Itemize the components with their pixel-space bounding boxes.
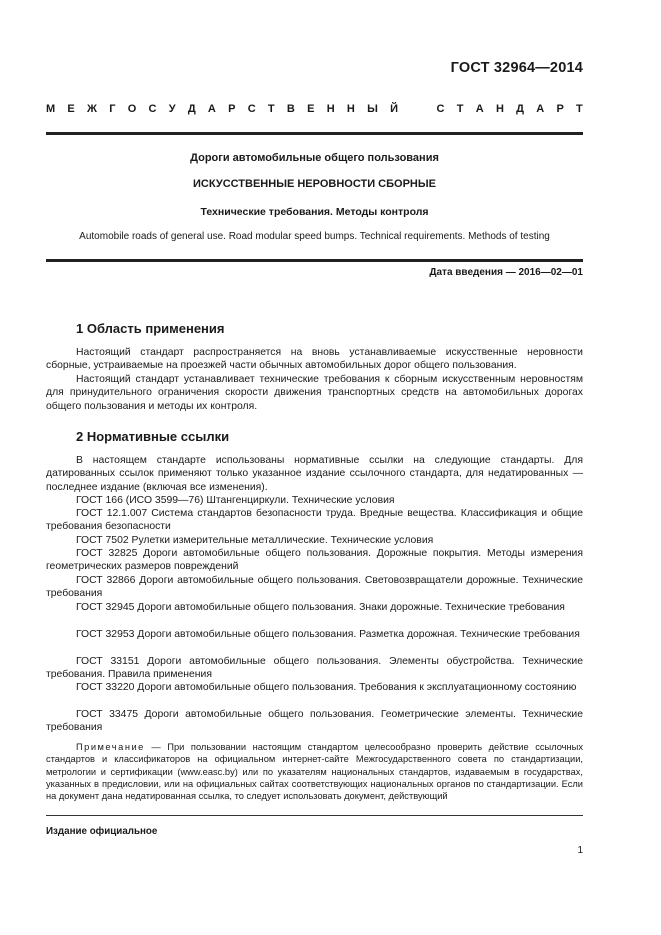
- title-line-1: Дороги автомобильные общего пользования: [190, 152, 439, 164]
- banner-letter: Й: [390, 103, 399, 115]
- footer-divider: [46, 815, 583, 816]
- reference-item: ГОСТ 32953 Дороги автомобильные общего пользования. Разметка дорожная. Технические требования: [76, 629, 580, 640]
- reference-item: ГОСТ 32945 Дороги автомобильные общего пользования. Знаки дорожные. Технические требования: [76, 602, 565, 613]
- banner-letter: Н: [346, 103, 355, 115]
- banner-letter: А: [536, 103, 545, 115]
- note-label: Примечание: [76, 742, 145, 752]
- section-1-paragraph-2: Настоящий стандарт устанавливает технические требования к сборным искусственным неровностям для принудительного ограничения скорости движения транспортных средств на автомобильных дорогах общего пользования и методы их контроля.: [46, 374, 583, 412]
- title-divider: [46, 259, 583, 262]
- reference-item: ГОСТ 33475 Дороги автомобильные общего пользования. Геометрические элементы. Технические требования: [46, 709, 583, 734]
- banner-letter: Д: [187, 103, 196, 115]
- banner-letter: О: [127, 103, 137, 115]
- banner-letter: Е: [307, 103, 315, 115]
- banner-letter: Д: [516, 103, 524, 115]
- intro-date: Дата введения — 2016—02—01: [429, 267, 583, 278]
- banner-letter: А: [207, 103, 216, 115]
- banner-letter: С: [247, 103, 256, 115]
- banner-letter: У: [168, 103, 176, 115]
- reference-item: ГОСТ 32825 Дороги автомобильные общего пользования. Дорожные покрытия. Методы измерения геометрических размеров повреждений: [46, 548, 583, 573]
- section-1-heading: 1 Область применения: [76, 321, 225, 336]
- top-divider: [46, 132, 583, 135]
- gost-number: ГОСТ 32964—2014: [450, 60, 583, 76]
- reference-item: ГОСТ 166 (ИСО 3599—76) Штангенциркули. Технические условия: [76, 495, 395, 506]
- note-paragraph: [46, 741, 583, 802]
- banner-letter: Ы: [367, 103, 378, 115]
- banner-letter: Н: [326, 103, 335, 115]
- banner-letter: М: [46, 103, 56, 115]
- banner-letter: Р: [228, 103, 236, 115]
- section-2-intro: В настоящем стандарте использованы нормативные ссылки на следующие стандарты. Для датированных ссылок применяют только указанное издание ссылочного стандарта, для недатированных — последнее издание (включая все изменения).: [46, 455, 583, 493]
- section-2-heading: 2 Нормативные ссылки: [76, 429, 230, 444]
- official-edition-label: Издание официальное: [46, 826, 158, 837]
- reference-item: ГОСТ 33220 Дороги автомобильные общего пользования. Требования к эксплуатационному состоянию: [76, 682, 577, 693]
- banner-letter: Т: [456, 103, 464, 115]
- banner-letter: Ж: [87, 103, 97, 115]
- banner-letter: Р: [556, 103, 564, 115]
- english-title: Automobile roads of general use. Road modular speed bumps. Technical requirements. Methods of testing: [79, 231, 550, 242]
- reference-item: ГОСТ 12.1.007 Система стандартов безопасности труда. Вредные вещества. Классификация и общие требования безопасности: [46, 508, 583, 533]
- page-number: 1: [577, 845, 583, 856]
- reference-item: ГОСТ 33151 Дороги автомобильные общего пользования. Элементы обустройства. Технические требования. Правила применения: [46, 656, 583, 681]
- reference-item: ГОСТ 7502 Рулетки измерительные металлические. Технические условия: [76, 535, 434, 546]
- banner-letter: А: [475, 103, 484, 115]
- title-line-3: Технические требования. Методы контроля: [200, 206, 429, 218]
- interstate-standard-banner: [46, 103, 583, 115]
- banner-letter: С: [436, 103, 445, 115]
- section-1-paragraph-1: Настоящий стандарт распространяется на вновь устанавливаемые искусственные неровности сборные, устраиваемые на проезжей части обычных автомобильных дорог общего пользования.: [46, 347, 583, 372]
- banner-letter: Г: [109, 103, 116, 115]
- reference-item: ГОСТ 32866 Дороги автомобильные общего пользования. Световозвращатели дорожные. Технические требования: [46, 575, 583, 600]
- banner-gap: [410, 103, 424, 115]
- note-text: — При пользовании настоящим стандартом целесообразно проверить действие ссылочных стандартов и классификаторов на официальном интернет-сайте Межгосударственного совета по стандартизации, метрологии и сертификации (www.easc.by) или по указателям национальных стандартов, издаваемым в государствах, указанных в предисловии, или на официальных сайтах соответствующих национальных органов по стандартизации. Если на документ дана недатированная ссылка, то следует использовать документ, действующий: [46, 742, 583, 802]
- banner-letter: Т: [267, 103, 275, 115]
- banner-letter: В: [286, 103, 295, 115]
- banner-letter: Т: [576, 103, 583, 115]
- title-line-2: ИСКУССТВЕННЫЕ НЕРОВНОСТИ СБОРНЫЕ: [193, 178, 436, 190]
- banner-letter: Е: [67, 103, 75, 115]
- banner-letter: С: [148, 103, 157, 115]
- banner-letter: Н: [495, 103, 504, 115]
